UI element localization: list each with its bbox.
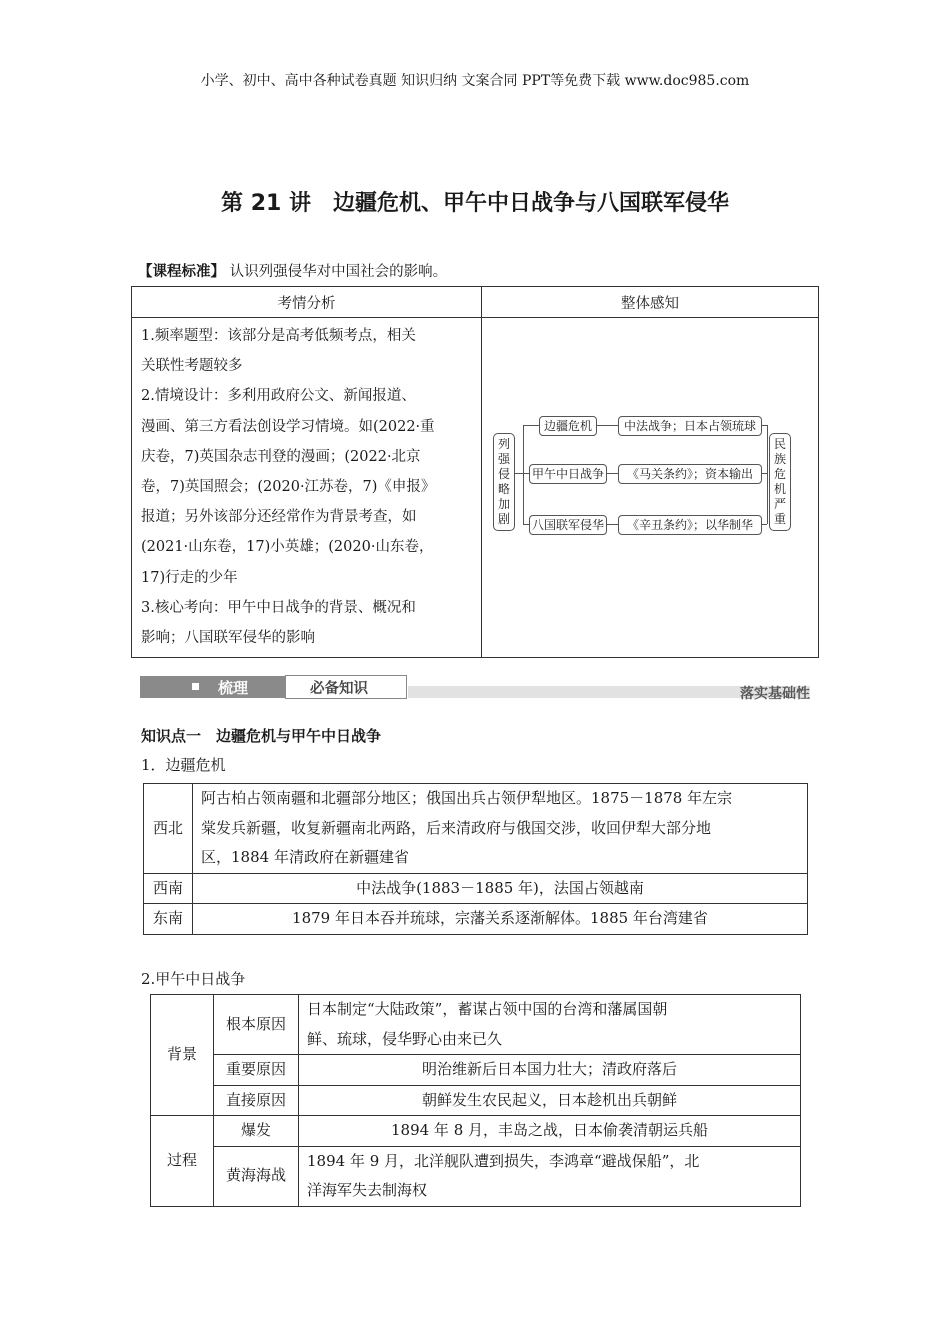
course-standard (138, 260, 447, 281)
border-crisis-table (143, 783, 808, 935)
content-cell: 朝鲜发生农民起义，日本趁机出兵朝鲜 (299, 1085, 801, 1116)
content-cell: 明治维新后日本国力壮大；清政府落后 (299, 1055, 801, 1086)
content-line: 日本制定“大陆政策”，蓄谋占领中国的台湾和藩属国朝 (307, 1000, 668, 1018)
event-sino-japanese-war: 甲午中日战争 (529, 464, 607, 484)
content-cell: 1879 年日本吞并琉球，宗藩关系逐渐解体。1885 年台湾建省 (193, 904, 808, 935)
section1-heading: 1．边疆危机 (141, 756, 226, 774)
analysis-line: 影响；八国联军侵华的影响 (141, 630, 315, 647)
region-cell: 西南 (144, 873, 193, 904)
diagram-cell (482, 318, 819, 658)
content-cell (299, 1146, 801, 1206)
table-row (151, 1055, 801, 1086)
table-row (151, 1116, 801, 1147)
content-line: 洋海军失去制海权 (307, 1181, 428, 1199)
content-cell: 中法战争(1883－1885 年)，法国占领越南 (193, 873, 808, 904)
label-cell: 爆发 (214, 1116, 299, 1147)
analysis-line: 庆卷，7)英国杂志刊登的漫画；(2022·北京 (141, 448, 421, 465)
section2-heading: 2.甲午中日战争 (141, 970, 246, 988)
sino-japanese-war-table (150, 994, 801, 1207)
content-line: 鲜、琉球，侵华野心由来已久 (307, 1029, 503, 1048)
diagram-left-box: 列强侵略加剧 (493, 433, 515, 531)
analysis-line: 3.核心考向：甲午中日战争的背景、概况和 (141, 599, 416, 616)
table-row (144, 784, 808, 874)
col-overview-header: 整体感知 (482, 287, 819, 318)
region-cell: 东南 (144, 904, 193, 935)
table-row (151, 995, 801, 1055)
analysis-line: 2.情境设计：多利用政府公文、新闻报道、 (141, 388, 416, 405)
page-title: 第 21 讲 边疆危机、甲午中日战争与八国联军侵华 (221, 191, 729, 216)
table-row (144, 873, 808, 904)
page-header: 小学、初中、高中各种试卷真题 知识归纳 文案合同 PPT等免费下载 www.doc985.com (200, 73, 750, 89)
region-cell: 西北 (144, 784, 193, 874)
table-row (144, 904, 808, 935)
content-line: 区，1884 年清政府在新疆建省 (201, 848, 409, 866)
group-cell-process: 过程 (151, 1116, 214, 1207)
overview-table (131, 286, 819, 658)
knowledge-point-heading: 知识点一 边疆危机与甲午中日战争 (141, 727, 382, 745)
content-cell: 1894 年 8 月，丰岛之战，日本偷袭清朝运兵船 (299, 1116, 801, 1147)
overview-diagram (482, 318, 818, 657)
analysis-line: 报道；另外该部分还经常作为背景考查，如 (141, 509, 417, 526)
analysis-line: 1.频率题型：该部分是高考低频考点，相关 (141, 328, 416, 344)
section-banner (140, 674, 810, 702)
content-line: 棠发兵新疆，收复新疆南北两路，后来清政府与俄国交涉，收回伊犁大部分地 (201, 818, 712, 837)
banner-label: 必备知识 (310, 681, 368, 697)
result-2: 《马关条约》；资本输出 (618, 464, 762, 484)
event-eight-nation-alliance: 八国联军侵华 (529, 515, 607, 535)
analysis-line: (2021·山东卷，17)小英雄；(2020·山东卷， (141, 539, 434, 556)
diagram-right-box: 民族危机严重 (769, 433, 791, 531)
table-row (151, 1085, 801, 1116)
group-cell-background: 背景 (151, 995, 214, 1116)
banner-right: 落实基础性 (740, 686, 810, 702)
result-3: 《辛丑条约》；以华制华 (618, 515, 762, 535)
analysis-line: 17)行走的少年 (141, 569, 238, 586)
content-line: 阿古柏占领南疆和北疆部分地区；俄国出兵占领伊犁地区。1875－1878 年左宗 (201, 789, 733, 807)
course-standard-label: 【课程标准】 (138, 264, 225, 280)
course-standard-text: 认识列强侵华对中国社会的影响。 (229, 264, 448, 280)
content-cell (193, 784, 808, 874)
analysis-cell (132, 318, 482, 658)
label-cell: 重要原因 (214, 1055, 299, 1086)
table-row (151, 1146, 801, 1206)
event-border-crisis: 边疆危机 (539, 416, 597, 436)
label-cell: 黄海海战 (214, 1146, 299, 1206)
label-cell: 直接原因 (214, 1085, 299, 1116)
content-cell (299, 995, 801, 1055)
label-cell: 根本原因 (214, 995, 299, 1055)
banner-tag: 梳理 (218, 679, 249, 697)
col-analysis-header: 考情分析 (132, 287, 482, 318)
analysis-line: 关联性考题较多 (141, 358, 243, 375)
analysis-line: 卷，7)英国照会；(2020·江苏卷，7)《申报》 (141, 479, 436, 496)
analysis-line: 漫画、第三方看法创设学习情境。如(2022·重 (141, 418, 435, 435)
result-1: 中法战争；日本占领琉球 (618, 416, 762, 436)
content-line: 1894 年 9 月，北洋舰队遭到损失，李鸿章“避战保船”，北 (307, 1151, 700, 1170)
